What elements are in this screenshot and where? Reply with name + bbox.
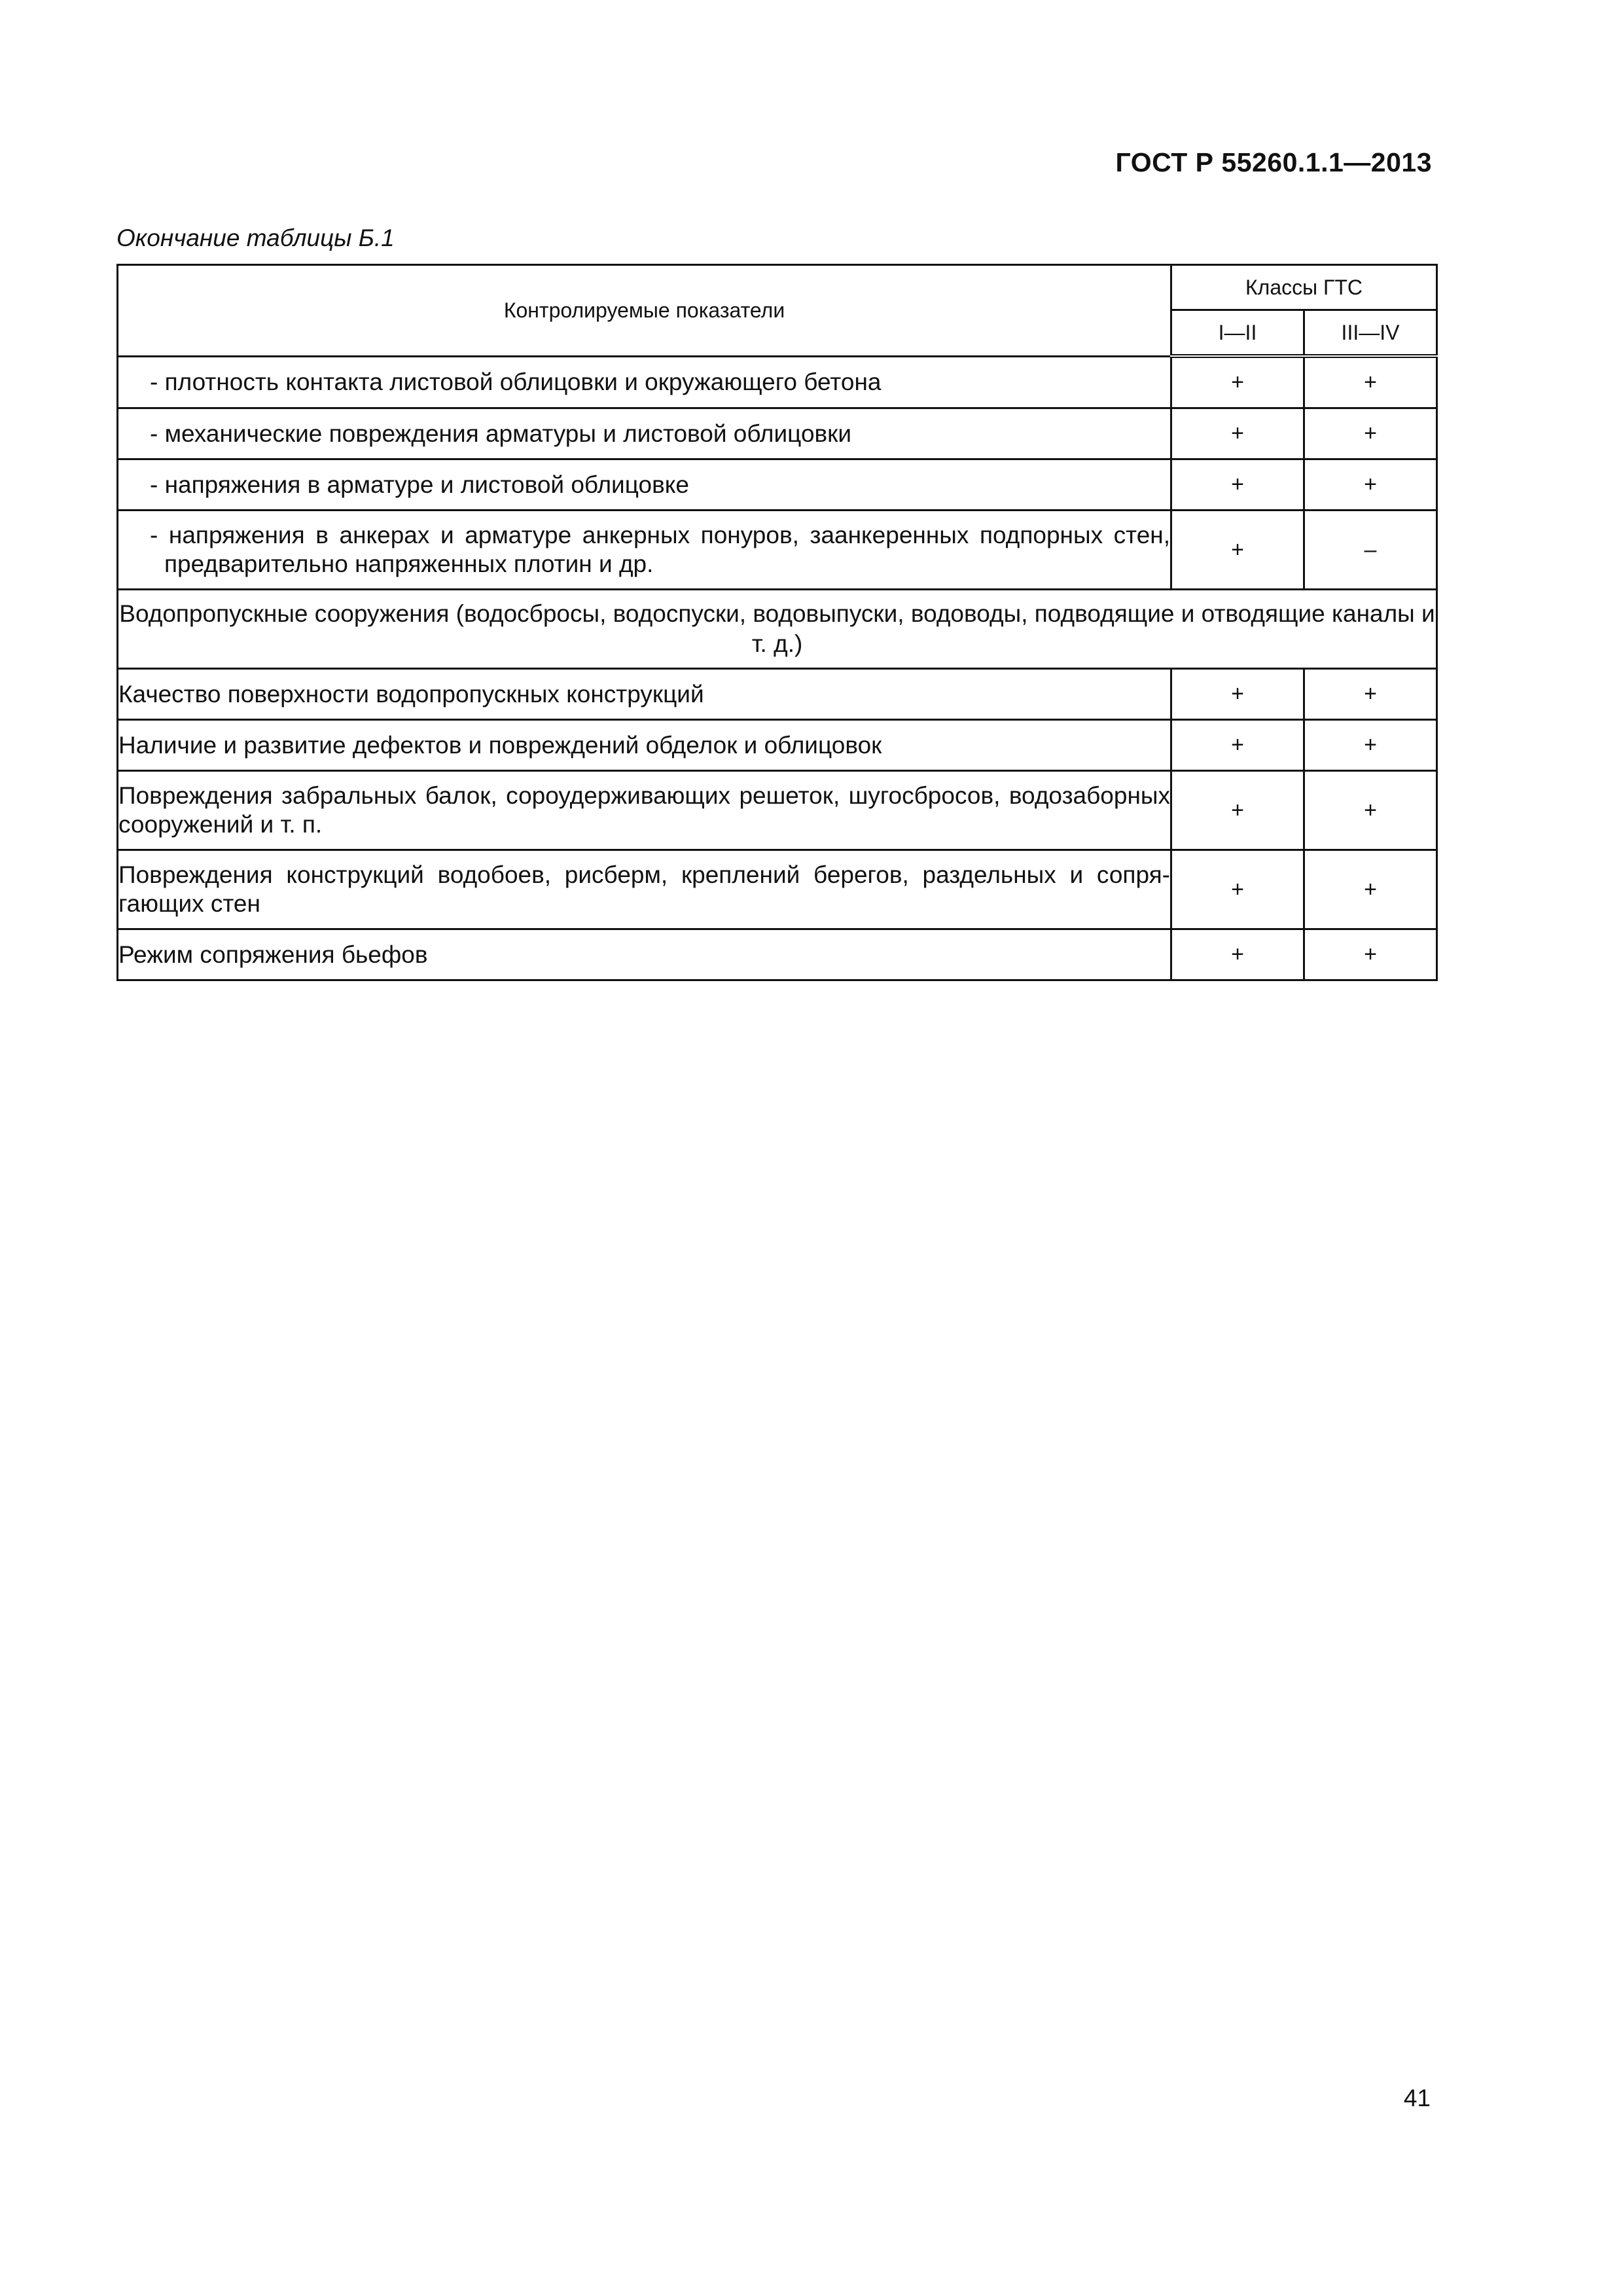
section-row — [118, 590, 1437, 669]
header-classes: Классы ГТС — [1171, 265, 1437, 310]
row-mark-class-2: + — [1304, 459, 1437, 511]
row-mark-class-1: + — [1171, 669, 1304, 720]
row-mark-class-1: + — [1171, 356, 1304, 408]
row-mark-class-1: + — [1171, 850, 1304, 929]
row-mark-class-2: + — [1304, 720, 1437, 771]
row-mark-class-1: + — [1171, 771, 1304, 850]
row-indicator: - плотность контакта листовой облицовки и окружающего бетона — [118, 356, 1171, 408]
row-mark-class-2: – — [1304, 511, 1437, 590]
row-indicator: Режим сопряжения бьефов — [118, 929, 1171, 980]
table-row — [118, 929, 1437, 980]
row-mark-class-1: + — [1171, 929, 1304, 980]
table-container — [116, 264, 1436, 981]
section-heading: Водопропускные сооружения (водосбросы, водоспуски, водовыпуски, водоводы, подводящие и отводящие каналы и т. д.) — [118, 590, 1437, 669]
row-indicator: - механические повреждения арматуры и листовой облицовки — [118, 408, 1171, 459]
row-indicator: Наличие и развитие дефектов и повреждений обделок и облицовок — [118, 720, 1171, 771]
row-mark-class-1: + — [1171, 459, 1304, 511]
row-mark-class-2: + — [1304, 356, 1437, 408]
table-row — [118, 459, 1437, 511]
row-indicator: Повреждения конструкций водобоев, рисберм, креплений берегов, раздельных и сопрягающих стен — [118, 850, 1171, 929]
table-caption: Окончание таблицы Б.1 — [116, 224, 395, 251]
row-indicator: Качество поверхности водопропускных конструкций — [118, 669, 1171, 720]
table-row — [118, 771, 1437, 850]
header-indicators: Контролируемые показатели — [118, 265, 1171, 357]
row-mark-class-1: + — [1171, 408, 1304, 459]
table-row — [118, 850, 1437, 929]
row-mark-class-2: + — [1304, 408, 1437, 459]
table-row — [118, 356, 1437, 408]
table-row — [118, 669, 1437, 720]
row-mark-class-1: + — [1171, 511, 1304, 590]
page-number: 41 — [1403, 2085, 1431, 2111]
row-indicator: - напряжения в арматуре и листовой облицовке — [118, 459, 1171, 511]
table-row — [118, 408, 1437, 459]
row-mark-class-2: + — [1304, 771, 1437, 850]
row-mark-class-2: + — [1304, 850, 1437, 929]
header-class-1: I—II — [1171, 310, 1304, 357]
row-indicator: - напряжения в анкерах и арматуре анкерных понуров, заанкеренных подпорных стен, предварительно напряженных плотин и др. — [118, 511, 1171, 590]
row-mark-class-1: + — [1171, 720, 1304, 771]
table-row — [118, 511, 1437, 590]
row-mark-class-2: + — [1304, 669, 1437, 720]
indicators-table — [116, 264, 1438, 981]
document-header: ГОСТ Р 55260.1.1—2013 — [1115, 147, 1432, 177]
header-class-2: III—IV — [1304, 310, 1437, 357]
row-indicator: Повреждения забральных балок, сороудерживающих решеток, шугосбросов, водозаборных сооружений и т. п. — [118, 771, 1171, 850]
table-row — [118, 720, 1437, 771]
row-mark-class-2: + — [1304, 929, 1437, 980]
